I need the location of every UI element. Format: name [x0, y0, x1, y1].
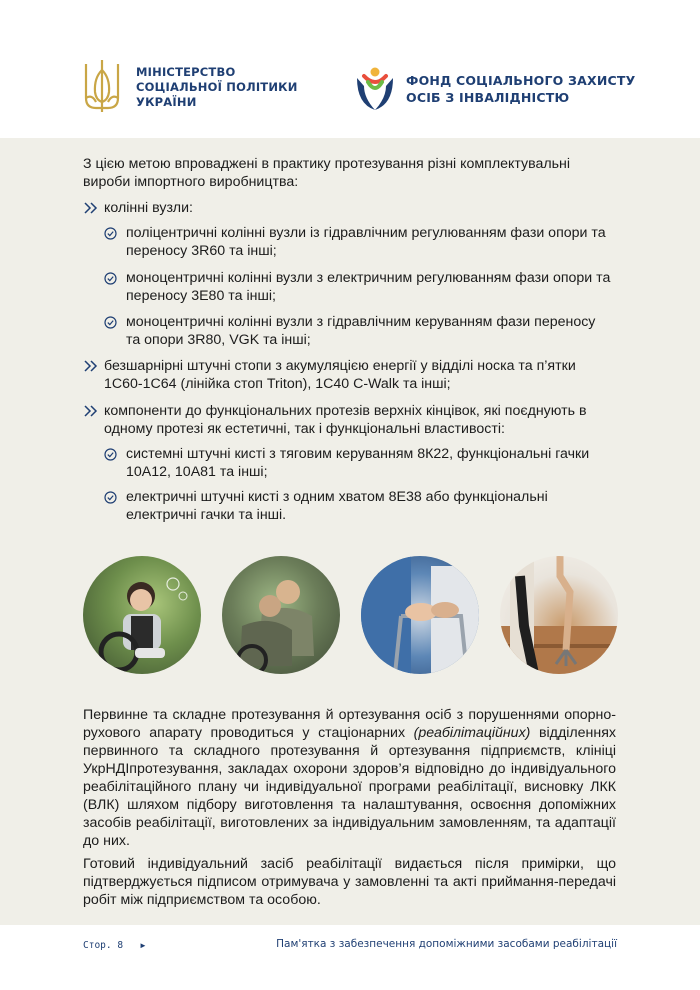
main-content: З цією метою впроваджені в практику протезування різні комплектувальні вироби імпортного виробництва: колінні вузли: поліцентричні колінні вузли із гідравлічним регулюванням фази опори та переносу 3R60 та інші; моноцентричні колінні вузли з електричним регулюванням фази опори та переносу 3E80 та інші; моноцентричні колінні вузли з гідравлічним керуванням фази переносу та опори 3R80, VGK та інші; безшарнірні штучні стопи з акумуляцією енергії у відділі носка та п’ятки 1С60-1С64 (лінійка стоп Triton), 1С40 C-Walk та інші; компоненти до функціональних протезів верхніх кінцівок, які поєднують в одному протезі як естетичні, так і функціональні властивості: системні штучні кисті з тяговим керуванням 8К22, функціональні гачки 10А12, 10А81 та інші; електричні штучні кисті з одним хватом 8Е38 або функціональні електричні гачки та інші. Первинне та складне протезування й ортезування осіб з порушеннями опорно-рухового апарату проводиться у стаціонарних (реабілітаційних) відділеннях первинного та складного протезування й ортезування підприємств, клініці УкрНДІпротезування, закладах охорони здоров’я відповідно до індивідуального реабілітаційного плану чи індивідуальної програми реабілітації, висновку ЛКК (ВЛК) шляхом підбору виготовлення та налаштування, освоєння допоміжних засобів реабілітації, виготовлених за індивідуальним замовленням, та адаптації до них. Готовий індивідуальний засіб реабілітації видається після примірки, що підтверджується підписом отримувача у замовленні та акті приймання-передачі робіт між підприємством та особою. — [0, 138, 700, 925]
page-footer — [0, 925, 700, 990]
double-chevron-icon — [83, 404, 99, 418]
photo-row — [0, 556, 700, 676]
page-number: Стор. 8 — [83, 940, 124, 951]
trident-icon — [82, 58, 122, 116]
photo-child-wheelchair — [83, 556, 201, 674]
photo-veteran-wheelchair — [222, 556, 340, 674]
double-chevron-icon — [83, 359, 99, 373]
photo-walker-support — [361, 556, 479, 674]
photo-cane-stairs — [500, 556, 618, 674]
check-circle-icon — [104, 227, 117, 240]
veteran-figure-illustration — [222, 556, 340, 674]
footer-title: Пам'ятка з забезпечення допоміжними засобами реабілітації — [276, 938, 617, 950]
cane-illustration — [500, 556, 618, 674]
check-circle-icon — [104, 272, 117, 285]
child-figure-illustration — [83, 556, 201, 674]
fund-name: ФОНД СОЦІАЛЬНОГО ЗАХИСТУ ОСІБ З ІНВАЛІДНІСТЮ — [406, 73, 636, 105]
check-circle-icon — [104, 316, 117, 329]
hands-heart-icon — [354, 66, 396, 112]
fund-logo[interactable] — [354, 66, 635, 112]
intro-paragraph: З цією метою впроваджені в практику протезування різні комплектувальні вироби імпортного виробництва: — [83, 156, 571, 190]
double-chevron-icon — [83, 201, 99, 215]
check-circle-icon — [104, 491, 117, 504]
walker-illustration — [361, 556, 479, 674]
paragraph-prosthetics-process: Первинне та складне протезування й ортезування осіб з порушеннями опорно-рухового апарату проводиться у стаціонарних (реабілітаційних) відділеннях первинного та складного протезування й ортезування підприємств, клініці УкрНДІпротезування, закладах охорони здоров’я відповідно до індивідуального реабілітаційного плану чи індивідуальної програми реабілітації, висновку ЛКК (ВЛК) шляхом підбору виготовлення та налаштування, освоєння допоміжних засобів реабілітації, виготовлених за індивідуальним замовленням, та адаптації до них. — [83, 707, 616, 849]
ministry-logo[interactable] — [82, 58, 298, 116]
arrow-right-icon: ► — [139, 941, 147, 950]
check-circle-icon — [104, 448, 117, 461]
page-header — [0, 0, 700, 138]
ministry-name: МІНІСТЕРСТВО СОЦІАЛЬНОЇ ПОЛІТИКИ УКРАЇНИ — [136, 65, 298, 109]
paragraph-issuance: Готовий індивідуальний засіб реабілітації видається після примірки, що підтверджується підписом отримувача у замовленні та акті приймання-передачі робіт між підприємством та особою. — [83, 856, 616, 908]
